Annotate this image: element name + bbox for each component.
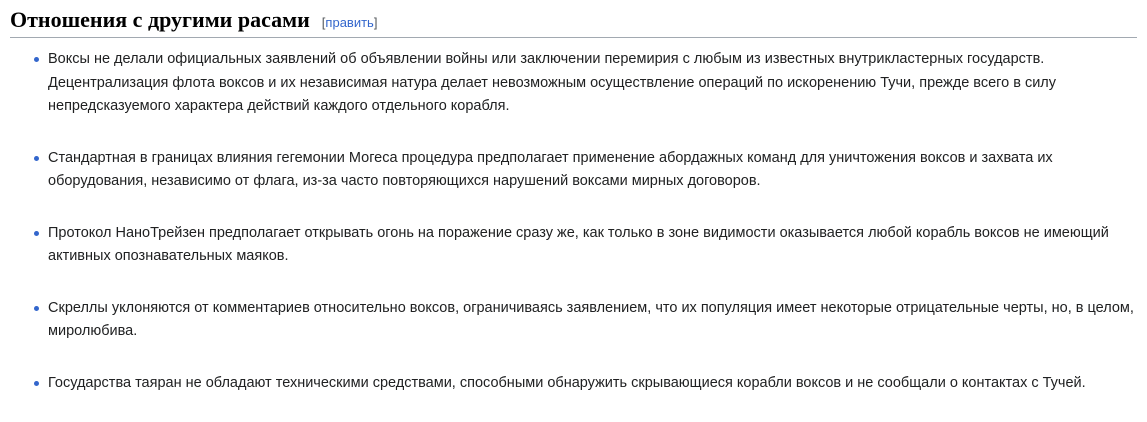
edit-bracket-close: ]	[373, 15, 378, 30]
list-item: Воксы не делали официальных заявлений об объявлении войны или заключении перемирия с любым из известных внутрикластерных государств. Децентрализация флота воксов и их независимая натура делает невозможным осуществление операций по искоренению Тучи, прежде всего в силу непредсказуемого характера действий каждого отдельного корабля.	[34, 48, 1137, 118]
edit-link[interactable]: править	[325, 15, 374, 30]
list-item: Стандартная в границах влияния гегемонии Могеса процедура предполагает применение абордажных команд для уничтожения воксов и захвата их оборудования, независимо от флага, из-за часто повторяющихся нарушений воксами мирных договоров.	[34, 147, 1137, 194]
bullet-list	[10, 48, 1137, 395]
list-item: Протокол НаноТрейзен предполагает открывать огонь на поражение сразу же, как только в зоне видимости оказывается любой корабль воксов не имеющий активных опознавательных маяков.	[34, 222, 1137, 269]
list-item: Скреллы уклоняются от комментариев относительно воксов, ограничиваясь заявлением, что их популяция имеет некоторые отрицательные черты, но, в целом, миролюбива.	[34, 297, 1137, 344]
page-title: Отношения с другими расами	[10, 7, 310, 32]
edit-section-link[interactable]	[322, 15, 378, 30]
section-heading	[10, 4, 1137, 38]
article-section	[0, 4, 1147, 395]
edit-bracket-open: [	[321, 15, 326, 30]
list-item: Государства таяран не обладают техническими средствами, способными обнаружить скрывающиеся корабли воксов и не сообщали о контактах с Тучей.	[34, 372, 1137, 395]
